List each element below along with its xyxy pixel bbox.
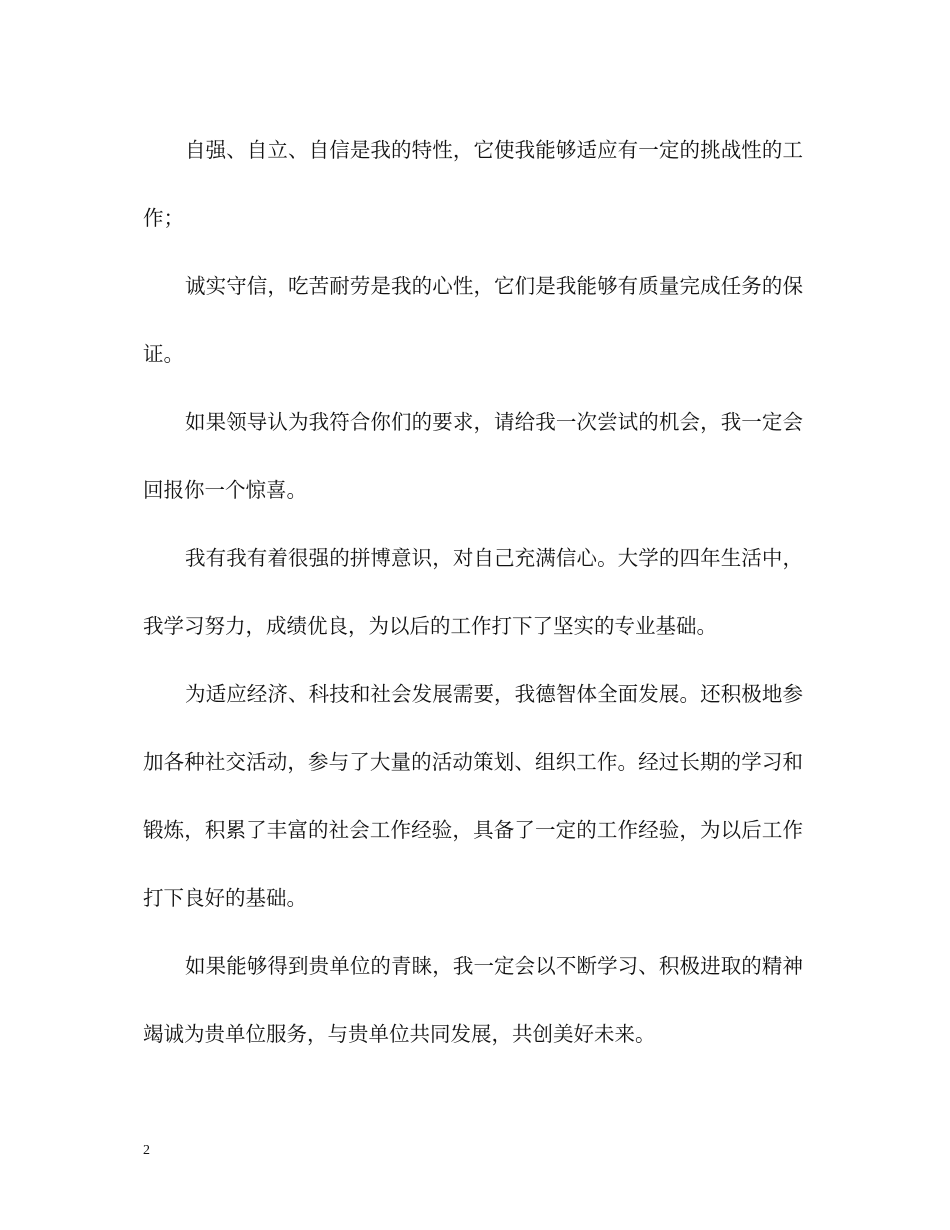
paragraph-5: 为适应经济、科技和社会发展需要，我德智体全面发展。还积极地参加各种社交活动，参与了大量的活动策划、组织工作。经过长期的学习和锻炼，积累了丰富的社会工作经验，具备了一定的工作经验，为以后工作打下良好的基础。 [143,682,803,910]
paragraph-6: 如果能够得到贵单位的青睐，我一定会以不断学习、积极进取的精神竭诚为贵单位服务，与贵单位共同发展，共创美好未来。 [143,954,803,1046]
paragraph-3: 如果领导认为我符合你们的要求，请给我一次尝试的机会，我一定会回报你一个惊喜。 [143,410,803,502]
paragraph-4: 我有我有着很强的拼博意识，对自己充满信心。大学的四年生活中，我学习努力，成绩优良，为以后的工作打下了坚实的专业基础。 [143,546,803,638]
page-number: 2 [143,1143,150,1158]
paragraph-2: 诚实守信，吃苦耐劳是我的心性，它们是我能够有质量完成任务的保证。 [143,274,803,366]
document-body [143,116,803,1068]
paragraph-1: 自强、自立、自信是我的特性，它使我能够适应有一定的挑战性的工作； [143,138,803,230]
